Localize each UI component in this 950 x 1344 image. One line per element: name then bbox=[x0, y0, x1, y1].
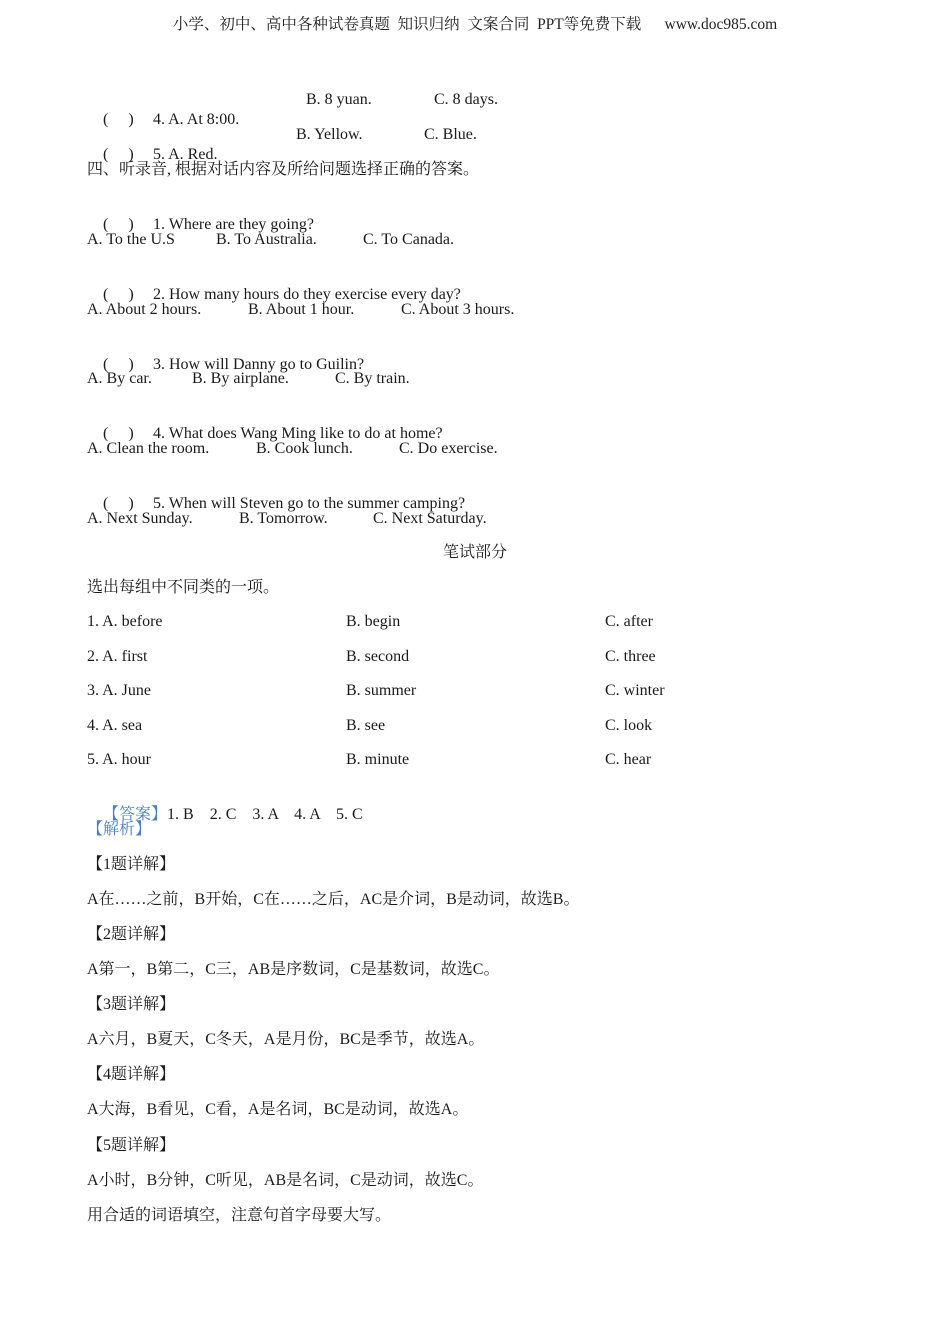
question-text: 1. Where are they going? bbox=[153, 216, 314, 233]
answer-blank: ( ) bbox=[103, 425, 134, 442]
option-b: B. About 1 hour. bbox=[248, 301, 355, 318]
option-b: B. Tomorrow. bbox=[239, 510, 328, 527]
item-option-b: B. begin bbox=[346, 613, 401, 630]
item-option-b: B. second bbox=[346, 648, 410, 665]
option-b: B. To Australia. bbox=[216, 231, 317, 248]
item-option-a: 5. A. hour bbox=[87, 751, 151, 768]
detail-text: A小时，B分钟，C听见，AB是名词，C是动词，故选C。 bbox=[87, 1172, 484, 1189]
answer-blank: ( ) bbox=[103, 495, 134, 512]
item-option-c: C. winter bbox=[605, 682, 665, 699]
option-a: A. Red. bbox=[168, 146, 218, 163]
option-b: B. By airplane. bbox=[192, 370, 289, 387]
item-option-c: C. after bbox=[605, 613, 653, 630]
question-text: 5. When will Steven go to the summer camping? bbox=[153, 495, 466, 512]
item-option-a: 4. A. sea bbox=[87, 717, 143, 734]
question-number: 5. bbox=[153, 146, 165, 163]
option-c: C. About 3 hours. bbox=[401, 301, 515, 318]
written-instruction: 选出每组中不同类的一项。 bbox=[87, 579, 280, 596]
option-c: C. Next Saturday. bbox=[373, 510, 487, 527]
answer-blank: ( ) bbox=[103, 111, 134, 128]
detail-title: 【4题详解】 bbox=[87, 1066, 176, 1083]
option-c: C. 8 days. bbox=[434, 91, 498, 108]
page-header: 小学、初中、高中各种试卷真题 知识归纳 文案合同 PPT等免费下载 www.doc985.com bbox=[172, 16, 778, 33]
next-instruction: 用合适的词语填空，注意句首字母要大写。 bbox=[87, 1207, 392, 1224]
options-row bbox=[87, 369, 152, 389]
detail-text: A在……之前，B开始，C在……之后，AC是介词，B是动词，故选B。 bbox=[87, 891, 580, 908]
item-option-b: B. summer bbox=[346, 682, 417, 699]
section-title: 四、听录音, 根据对话内容及所给问题选择正确的答案。 bbox=[87, 161, 480, 178]
options-row bbox=[87, 509, 193, 529]
option-a: A. To the U.S bbox=[87, 231, 175, 248]
item-option-b: B. see bbox=[346, 717, 386, 734]
option-c: C. To Canada. bbox=[363, 231, 455, 248]
answer-blank: ( ) bbox=[103, 356, 134, 373]
question-number: 4. bbox=[153, 111, 165, 128]
item-option-b: B. minute bbox=[346, 751, 410, 768]
question-text: 3. How will Danny go to Guilin? bbox=[153, 356, 365, 373]
detail-text: A大海，B看见，C看，A是名词，BC是动词，故选A。 bbox=[87, 1101, 469, 1118]
option-b: B. Yellow. bbox=[296, 126, 363, 143]
item-option-a: 3. A. June bbox=[87, 682, 151, 699]
detail-title: 【1题详解】 bbox=[87, 856, 176, 873]
detail-title: 【5题详解】 bbox=[87, 1137, 176, 1154]
item-option-a: 1. A. before bbox=[87, 613, 163, 630]
option-a: A. At 8:00. bbox=[168, 111, 240, 128]
detail-text: A第一，B第二，C三，AB是序数词，C是基数词，故选C。 bbox=[87, 961, 500, 978]
question-text: 4. What does Wang Ming like to do at home? bbox=[153, 425, 443, 442]
detail-title: 【2题详解】 bbox=[87, 926, 176, 943]
options-row bbox=[87, 300, 201, 320]
options-row bbox=[87, 230, 175, 250]
item-option-c: C. look bbox=[605, 717, 653, 734]
option-a: A. Next Sunday. bbox=[87, 510, 193, 527]
answer-blank: ( ) bbox=[103, 286, 134, 303]
written-heading: 笔试部分 bbox=[442, 544, 507, 561]
answer-blank: ( ) bbox=[103, 146, 134, 163]
options-row bbox=[87, 439, 209, 459]
analysis-label: 【解析】 bbox=[87, 821, 152, 838]
option-b: B. 8 yuan. bbox=[306, 91, 372, 108]
detail-title: 【3题详解】 bbox=[87, 996, 176, 1013]
question-text: 2. How many hours do they exercise every day? bbox=[153, 286, 461, 303]
option-a: A. About 2 hours. bbox=[87, 301, 202, 318]
answer-blank: ( ) bbox=[103, 216, 134, 233]
option-c: C. By train. bbox=[335, 370, 410, 387]
option-a: A. By car. bbox=[87, 370, 152, 387]
item-option-a: 2. A. first bbox=[87, 648, 148, 665]
option-c: C. Do exercise. bbox=[399, 440, 498, 457]
item-option-c: C. hear bbox=[605, 751, 652, 768]
item-option-c: C. three bbox=[605, 648, 656, 665]
answer-text: 1. B 2. C 3. A 4. A 5. C bbox=[167, 806, 363, 823]
detail-text: A六月，B夏天，C冬天，A是月份，BC是季节，故选A。 bbox=[87, 1031, 485, 1048]
option-b: B. Cook lunch. bbox=[256, 440, 353, 457]
option-c: C. Blue. bbox=[424, 126, 477, 143]
answer-label: 【答案】 bbox=[103, 806, 168, 823]
option-a: A. Clean the room. bbox=[87, 440, 210, 457]
